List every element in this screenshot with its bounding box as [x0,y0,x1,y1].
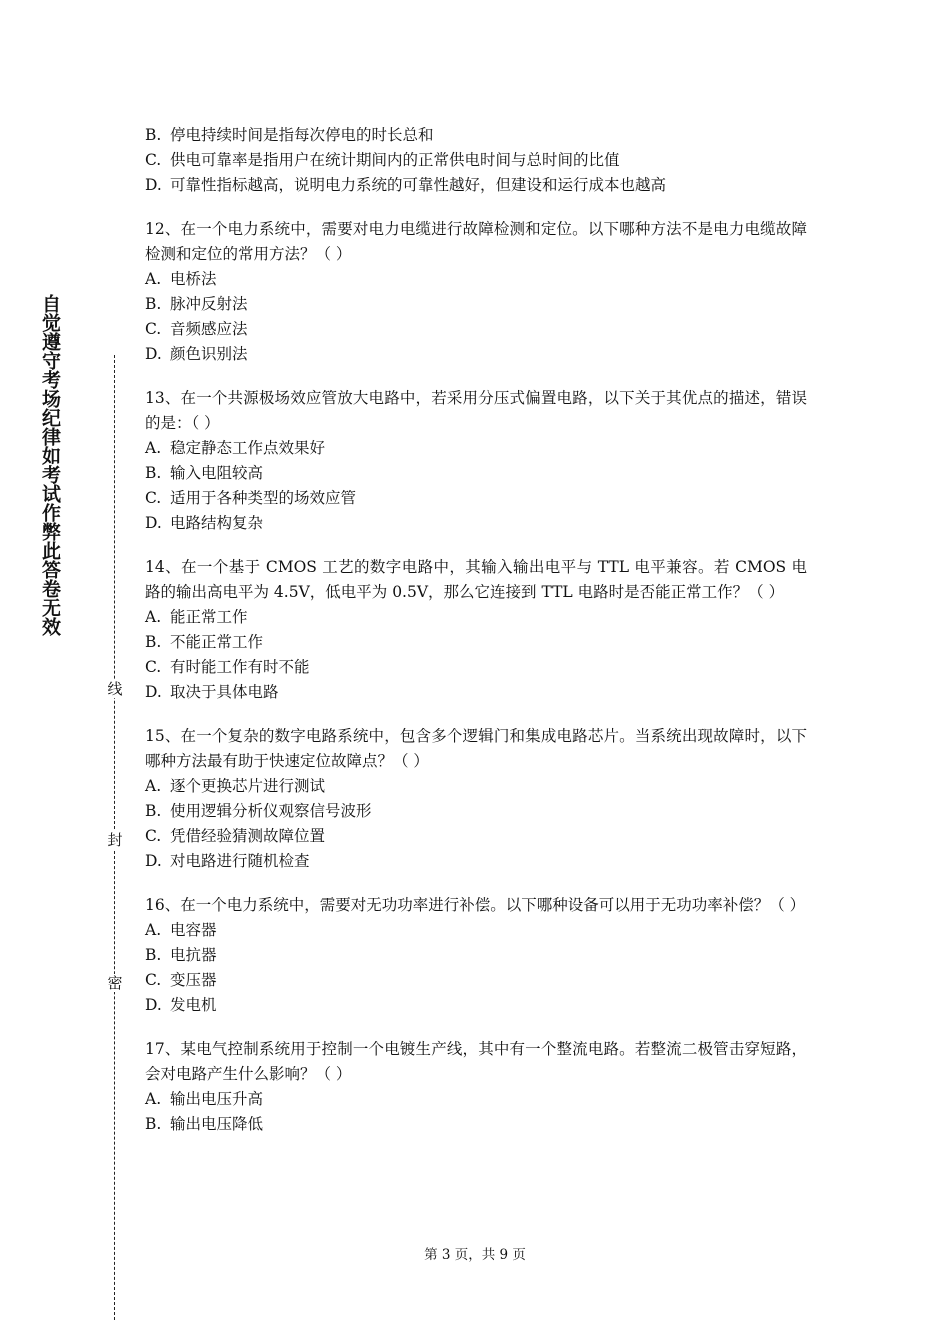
option-text: 停电持续时间是指每次停电的时长总和 [170,126,434,144]
option-letter: B. [145,946,162,964]
option-text: 电抗器 [170,946,217,964]
option-text: 脉冲反射法 [170,295,248,313]
option-letter: A. [145,270,162,288]
option-letter: B. [145,464,162,482]
option-text: 适用于各种类型的场效应管 [170,489,357,507]
option-item [145,267,807,292]
question-17 [145,1037,807,1137]
option-letter: D. [145,852,162,870]
option-letter: B. [145,802,162,820]
option-item [145,461,807,486]
option-item [145,1087,807,1112]
option-letter: A. [145,921,162,939]
option-item [145,436,807,461]
option-letter: B. [145,633,162,651]
option-letter: B. [145,295,162,313]
option-letter: D. [145,996,162,1014]
option-text: 电容器 [170,921,217,939]
question-stem: 12、在一个电力系统中，需要对电力电缆进行故障检测和定位。以下哪种方法不是电力电缆故障检测和定位的常用方法？（ ） [145,220,807,263]
option-item [145,655,807,680]
option-letter: C. [145,658,162,676]
option-letter: B. [145,126,162,144]
option-letter: D. [145,345,162,363]
carryover-options [145,123,807,198]
question-15 [145,724,807,874]
option-text: 颜色识别法 [170,345,248,363]
option-letter: C. [145,971,162,989]
option-letter: A. [145,439,162,457]
option-text: 凭借经验猜测故障位置 [170,827,326,845]
option-item [145,993,807,1018]
option-text: 变压器 [170,971,217,989]
option-text: 能正常工作 [170,608,248,626]
option-text: 对电路进行随机检查 [170,852,310,870]
question-stem: 17、某电气控制系统用于控制一个电镀生产线，其中有一个整流电路。若整流二极管击穿短路，会对电路产生什么影响？（ ） [145,1040,807,1083]
option-item [145,799,807,824]
question-stem: 14、在一个基于 CMOS 工艺的数字电路中，其输入输出电平与 TTL 电平兼容。若 CMOS 电路的输出高电平为 4.5V，低电平为 0.5V，那么它连接到 TTL 电路时是否能正常工作？（ ） [145,558,807,601]
option-item [145,918,807,943]
binding-mark-line: 线 [107,680,123,698]
option-text: 电桥法 [170,270,217,288]
option-text: 电路结构复杂 [170,514,264,532]
option-letter: D. [145,683,162,701]
option-item [145,511,807,536]
question-list [145,123,807,1156]
option-text: 有时能工作有时不能 [170,658,310,676]
option-item [145,148,807,173]
question-stem: 13、在一个共源极场效应管放大电路中，若采用分压式偏置电路，以下关于其优点的描述，错误的是：（ ） [145,389,807,432]
option-item [145,605,807,630]
page-number-footer: 第 3 页，共 9 页 [424,1247,526,1263]
option-item [145,680,807,705]
option-text: 输出电压降低 [170,1115,264,1133]
option-letter: A. [145,1090,162,1108]
option-text: 发电机 [170,996,217,1014]
binding-mark-seal: 封 [107,831,123,849]
option-text: 输入电阻较高 [170,464,264,482]
option-item [145,968,807,993]
option-letter: D. [145,514,162,532]
question-14 [145,555,807,705]
option-text: 使用逻辑分析仪观察信号波形 [170,802,372,820]
option-letter: C. [145,151,162,169]
option-text: 音频感应法 [170,320,248,338]
option-item [145,630,807,655]
option-item [145,849,807,874]
question-stem: 16、在一个电力系统中，需要对无功功率进行补偿。以下哪种设备可以用于无功功率补偿？（ ） [145,896,806,914]
option-item [145,774,807,799]
option-text: 稳定静态工作点效果好 [170,439,326,457]
option-letter: C. [145,320,162,338]
option-letter: A. [145,608,162,626]
option-item [145,292,807,317]
question-stem: 15、在一个复杂的数字电路系统中，包含多个逻辑门和集成电路芯片。当系统出现故障时，以下哪种方法最有助于快速定位故障点？（ ） [145,727,807,770]
option-item [145,943,807,968]
option-text: 供电可靠率是指用户在统计期间内的正常供电时间与总时间的比值 [170,151,620,169]
option-letter: B. [145,1115,162,1133]
question-13 [145,386,807,536]
question-16 [145,893,807,1018]
option-item [145,123,807,148]
option-item [145,824,807,849]
option-letter: A. [145,777,162,795]
option-item [145,1112,807,1137]
option-item [145,486,807,511]
option-text: 逐个更换芯片进行测试 [170,777,326,795]
option-text: 不能正常工作 [170,633,264,651]
option-item [145,342,807,367]
option-item [145,173,807,198]
option-text: 可靠性指标越高，说明电力系统的可靠性越好，但建设和运行成本也越高 [170,176,667,194]
option-text: 输出电压升高 [170,1090,264,1108]
option-item [145,317,807,342]
option-text: 取决于具体电路 [170,683,279,701]
option-letter: C. [145,489,162,507]
question-12 [145,217,807,367]
binding-mark-secret: 密 [107,974,123,992]
exam-discipline-warning: 自觉遵守考场纪律如考试作弊此答卷无效 [39,294,61,636]
option-letter: D. [145,176,162,194]
option-letter: C. [145,827,162,845]
